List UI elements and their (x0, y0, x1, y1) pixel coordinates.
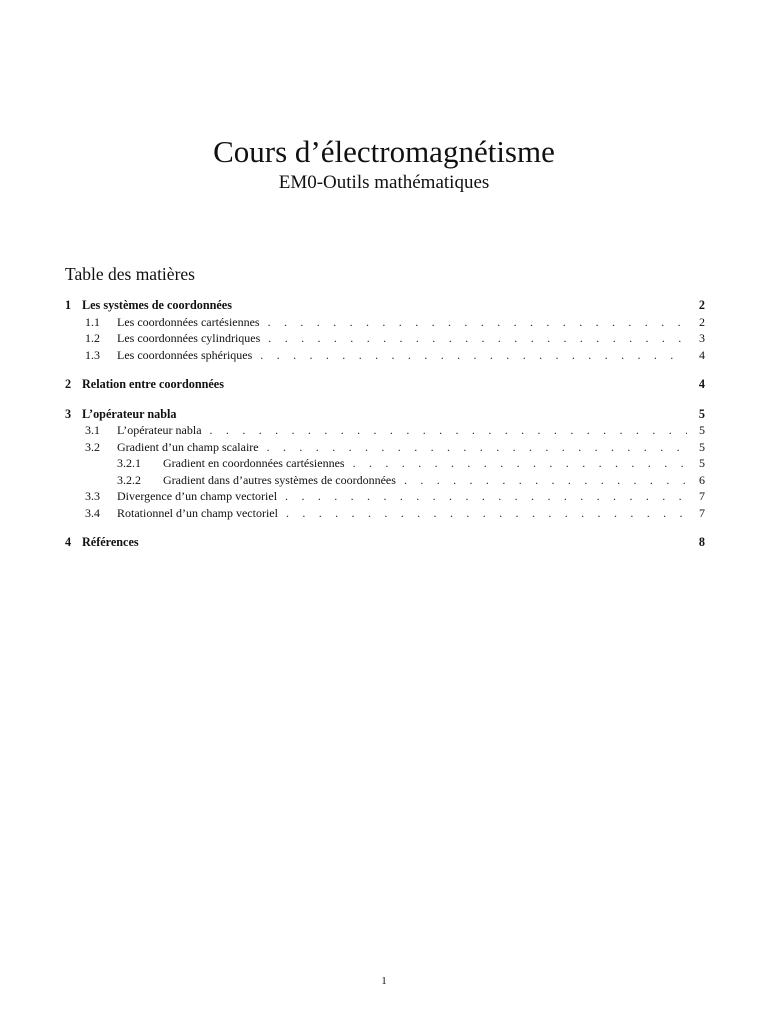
toc-subsubsection-label: Gradient en coordonnées cartésiennes (163, 456, 345, 470)
toc-subsection-label: Les coordonnées cylindriques (117, 331, 261, 345)
toc-page-number: 8 (698, 535, 705, 549)
toc-page-number: 2 (698, 298, 705, 312)
toc-page-number: 4 (699, 347, 705, 362)
toc-subsection-number: 1.1 (85, 314, 100, 329)
toc-leader-dots (353, 455, 687, 472)
toc-subsection-number: 3.2 (85, 439, 100, 454)
toc-subsubsection-3-2-2[interactable] (65, 472, 705, 489)
toc-page-number: 5 (699, 423, 705, 437)
toc-subsection-label: Divergence d’un champ vectoriel (117, 489, 278, 503)
toc-leader-dots (286, 505, 687, 522)
toc-subsection-number: 1.3 (85, 347, 100, 362)
toc-section-number: 3 (65, 406, 72, 421)
table-of-contents (65, 297, 705, 551)
toc-section-number: 2 (65, 377, 72, 391)
toc-section-number: 1 (65, 298, 72, 312)
toc-heading: Table des matières (65, 264, 195, 284)
toc-section-label: Relation entre coordonnées (82, 377, 224, 391)
toc-page-number: 5 (699, 456, 705, 470)
document-subtitle: EM0-Outils mathématiques (278, 172, 490, 193)
toc-leader-dots (268, 314, 687, 331)
toc-page-number: 6 (699, 472, 705, 487)
toc-subsection-label: Les coordonnées sphériques (117, 347, 253, 362)
toc-subsection-label: Les coordonnées cartésiennes (117, 314, 260, 329)
toc-section-3[interactable] (65, 406, 705, 423)
toc-subsection-1-1[interactable] (65, 314, 705, 331)
toc-subsubsection-number: 3.2.2 (117, 472, 141, 487)
toc-leader-dots (267, 439, 687, 456)
toc-section-label: L’opérateur nabla (82, 406, 177, 421)
toc-subsection-number: 3.3 (85, 489, 100, 503)
toc-leader-dots (285, 488, 687, 505)
toc-subsubsection-3-2-1[interactable] (65, 455, 705, 472)
toc-subsection-1-2[interactable] (65, 330, 705, 347)
toc-subsection-label: Rotationnel d’un champ vectoriel (117, 505, 278, 520)
toc-subsubsection-label: Gradient dans d’autres systèmes de coordonnées (163, 472, 396, 487)
toc-section-label: Les systèmes de coordonnées (82, 298, 232, 312)
toc-subsection-label: L’opérateur nabla (117, 423, 202, 437)
toc-section-2[interactable] (65, 376, 705, 393)
toc-page-number: 2 (699, 314, 705, 329)
toc-subsubsection-number: 3.2.1 (117, 456, 141, 470)
toc-page-number: 7 (699, 489, 705, 503)
toc-page-number: 7 (699, 505, 705, 520)
toc-subsection-3-3[interactable] (65, 488, 705, 505)
toc-leader-dots (268, 330, 687, 347)
toc-leader-dots (210, 422, 687, 439)
toc-subsection-number: 3.4 (85, 505, 100, 520)
toc-section-4[interactable] (65, 534, 705, 551)
page-number: 1 (381, 975, 387, 987)
toc-subsection-label: Gradient d’un champ scalaire (117, 439, 259, 454)
toc-subsection-3-1[interactable] (65, 422, 705, 439)
toc-page-number: 4 (698, 377, 705, 391)
toc-page-number: 5 (698, 406, 705, 421)
toc-subsection-number: 1.2 (85, 331, 100, 345)
toc-section-1[interactable] (65, 297, 705, 314)
toc-section-label: Références (82, 535, 139, 549)
toc-subsection-1-3[interactable] (65, 347, 705, 364)
document-title: Cours d’électromagnétisme (213, 134, 555, 169)
toc-section-number: 4 (65, 535, 72, 549)
toc-page-number: 3 (699, 331, 705, 345)
toc-leader-dots (260, 347, 687, 364)
toc-leader-dots (404, 472, 687, 489)
toc-subsection-number: 3.1 (85, 423, 100, 437)
toc-page-number: 5 (699, 439, 705, 454)
toc-subsection-3-4[interactable] (65, 505, 705, 522)
toc-subsection-3-2[interactable] (65, 439, 705, 456)
